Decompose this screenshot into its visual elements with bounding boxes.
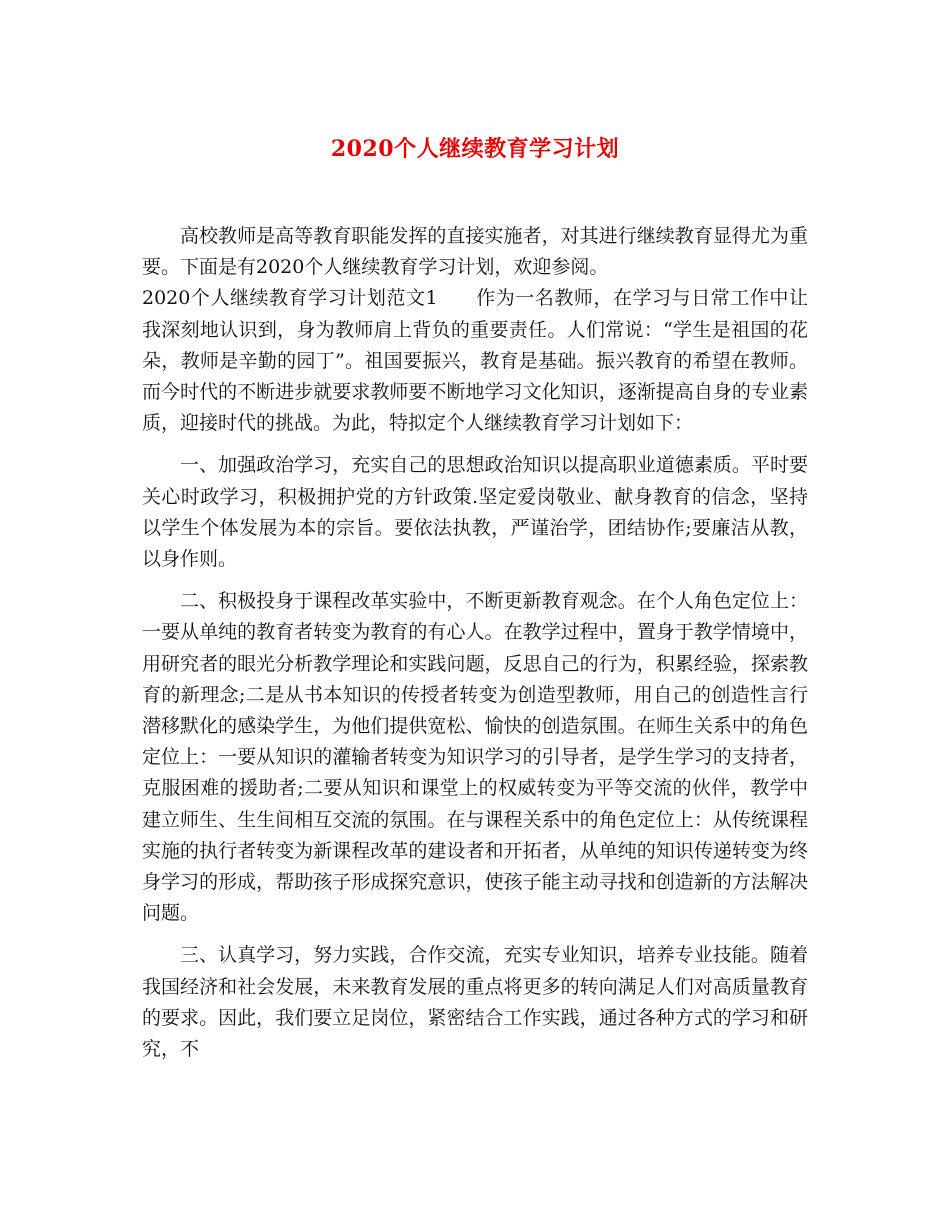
document-title: 2020个人继续教育学习计划 <box>330 136 620 162</box>
point-2-paragraph: 二、积极投身于课程改革实验中，不断更新教育观念。在个人角色定位上：一要从单纯的教育者转变为教育的有心人。在教学过程中，置身于教学情境中，用研究者的眼光分析教学理论和实践问题，反思自己的行为，积累经验，探索教育的新理念;二是从书本知识的传授者转变为创造型教师，用自己的创造性言行潜移默化的感染学生，为他们提供宽松、愉快的创造氛围。在师生关系中的角色定位上：一要从知识的灌输者转变为知识学习的引导者，是学生学习的支持者，克服困难的援助者;二要从知识和课堂上的权威转变为平等交流的伙伴，教学中建立师生、生生间相互交流的氛围。在与课程关系中的角色定位上：从传统课程实施的执行者转变为新课程改革的建设者和开拓者，从单纯的知识传递转变为终身学习的形成，帮助孩子形成探究意识，使孩子能主动寻找和创造新的方法解决问题。 <box>142 590 808 925</box>
sample-opening-text: 作为一名教师，在学习与日常工作中让我深刻地认识到，身为教师肩上背负的重要责任。人们常说：“学生是祖国的花朵，教师是辛勤的园丁”。祖国要振兴，教育是基础。振兴教育的希望在教师。而今时代的不断进步就要求教师要不断地学习文化知识，逐渐提高自身的专业素质，迎接时代的挑战。为此，特拟定个人继续教育学习计划如下： <box>142 287 808 435</box>
point-3-paragraph: 三、认真学习，努力实践，合作交流，充实专业知识，培养专业技能。随着我国经济和社会发展，未来教育发展的重点将更多的转向满足人们对高质量教育的要求。因此，我们要立足岗位，紧密结合工作实践，通过各种方式的学习和研究，不 <box>142 944 808 1061</box>
sample-paragraph <box>142 283 808 439</box>
point-1-paragraph: 一、加强政治学习，充实自己的思想政治知识以提高职业道德素质。平时要关心时政学习，积极拥护党的方针政策.坚定爱岗敬业、献身教育的信念，坚持以学生个体发展为本的宗旨。要依法执教，严谨治学，团结协作;要廉洁从教，以身作则。 <box>142 454 808 571</box>
intro-paragraph: 高校教师是高等教育职能发挥的直接实施者，对其进行继续教育显得尤为重要。下面是有2020个人继续教育学习计划，欢迎参阅。 <box>142 225 808 279</box>
sample-heading: 2020个人继续教育学习计划范文1 <box>142 287 438 310</box>
document-body <box>142 221 808 1065</box>
